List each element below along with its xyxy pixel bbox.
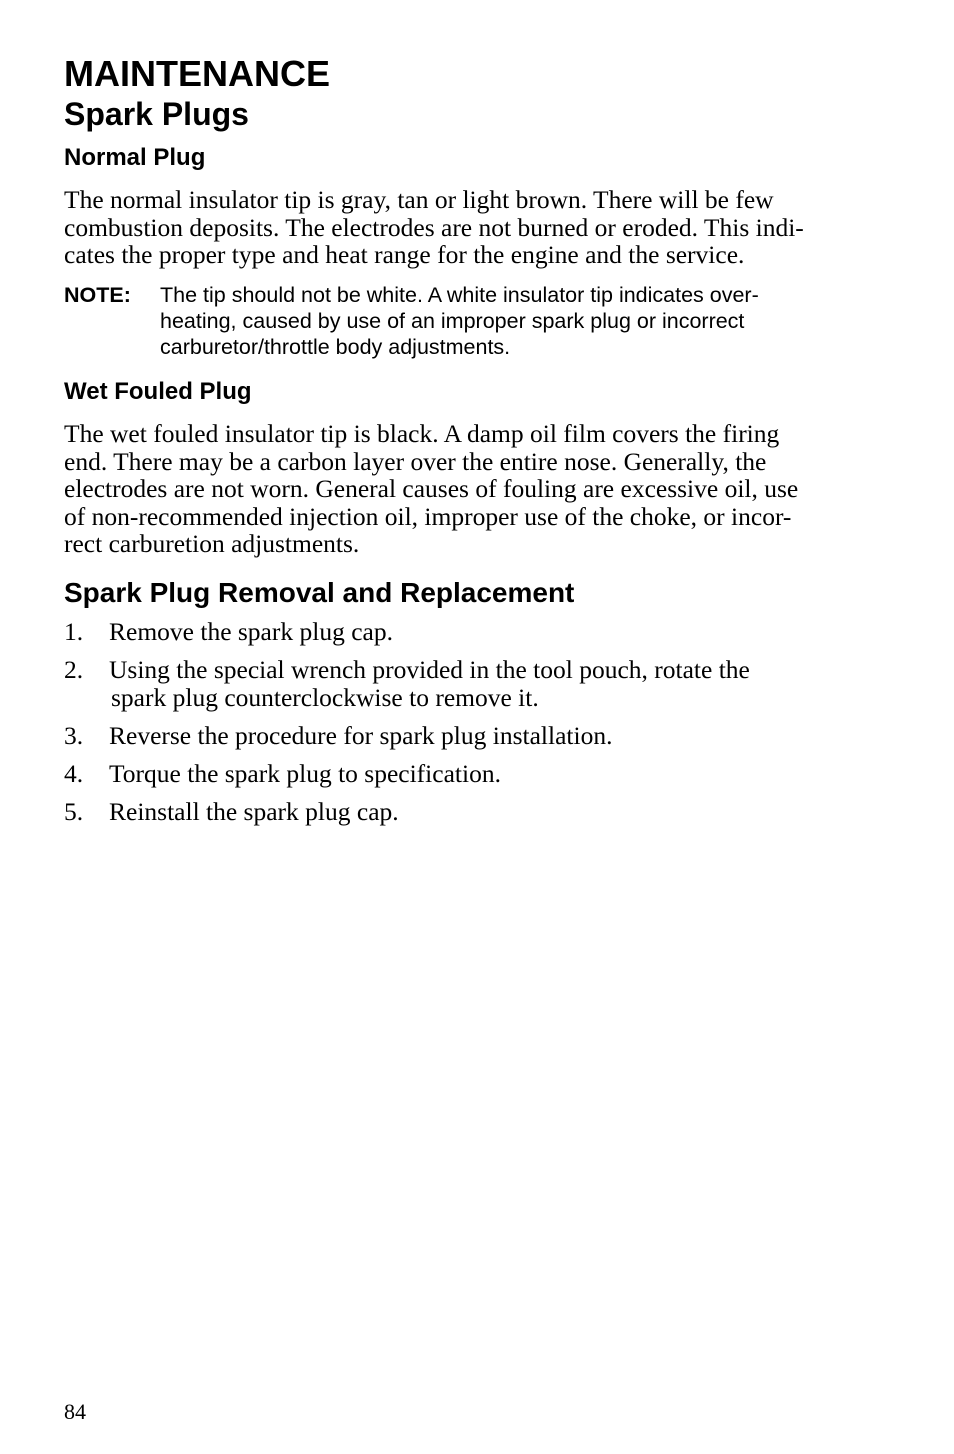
paragraph-line: rect carburetion adjustments. bbox=[64, 529, 360, 558]
step-text bbox=[109, 722, 750, 750]
chapter-title: MAINTENANCE bbox=[64, 53, 330, 94]
paragraph-line: electrodes are not worn. General causes of fouling are excessive oil, use bbox=[64, 474, 799, 503]
step-text bbox=[109, 618, 750, 646]
step-line: Reinstall the spark plug cap. bbox=[109, 796, 399, 826]
step-line: Reverse the procedure for spark plug installation. bbox=[109, 720, 613, 750]
removal-steps-list bbox=[64, 618, 750, 836]
paragraph-line: The wet fouled insulator tip is black. A damp oil film covers the firing bbox=[64, 419, 780, 448]
note-text bbox=[160, 282, 759, 360]
step-line: Torque the spark plug to specification. bbox=[109, 758, 501, 788]
step-number: 4. bbox=[64, 758, 84, 788]
step-number: 5. bbox=[64, 796, 84, 826]
step-line: Remove the spark plug cap. bbox=[109, 617, 393, 646]
paragraph-line: of non-recommended injection oil, improper use of the choke, or incor- bbox=[64, 501, 792, 531]
paragraph-line: combustion deposits. The electrodes are not burned or eroded. This indi- bbox=[64, 212, 804, 242]
page-number: 84 bbox=[64, 1399, 86, 1424]
list-item bbox=[64, 760, 750, 788]
step-text bbox=[109, 798, 750, 826]
step-number: 3. bbox=[64, 720, 84, 750]
step-line: spark plug counterclockwise to remove it. bbox=[111, 682, 539, 712]
list-item bbox=[64, 618, 750, 646]
note-line: heating, caused by use of an improper spark plug or incorrect bbox=[160, 309, 745, 333]
removal-heading: Spark Plug Removal and Replacement bbox=[64, 577, 575, 608]
step-text bbox=[109, 760, 750, 788]
step-line: Using the special wrench provided in the tool pouch, rotate the bbox=[109, 655, 750, 684]
list-item bbox=[64, 656, 750, 711]
normal-plug-heading: Normal Plug bbox=[64, 144, 206, 171]
paragraph-line: end. There may be a carbon layer over the entire nose. Generally, the bbox=[64, 446, 767, 476]
step-number: 2. bbox=[64, 655, 84, 684]
paragraph-line: cates the proper type and heat range for the engine and the service. bbox=[64, 240, 745, 269]
list-item bbox=[64, 798, 750, 826]
paragraph-line: The normal insulator tip is gray, tan or light brown. There will be few bbox=[64, 185, 774, 214]
wet-fouled-plug-paragraph bbox=[64, 420, 798, 558]
wet-fouled-plug-heading: Wet Fouled Plug bbox=[64, 378, 252, 405]
step-number: 1. bbox=[64, 617, 84, 646]
section-title: Spark Plugs bbox=[64, 96, 249, 132]
note-line: carburetor/throttle body adjustments. bbox=[160, 335, 511, 359]
note-label: NOTE: bbox=[64, 283, 131, 307]
step-text bbox=[109, 656, 750, 711]
normal-plug-paragraph bbox=[64, 186, 804, 269]
note-line: The tip should not be white. A white insulator tip indicates over- bbox=[160, 283, 759, 307]
list-item bbox=[64, 722, 750, 750]
